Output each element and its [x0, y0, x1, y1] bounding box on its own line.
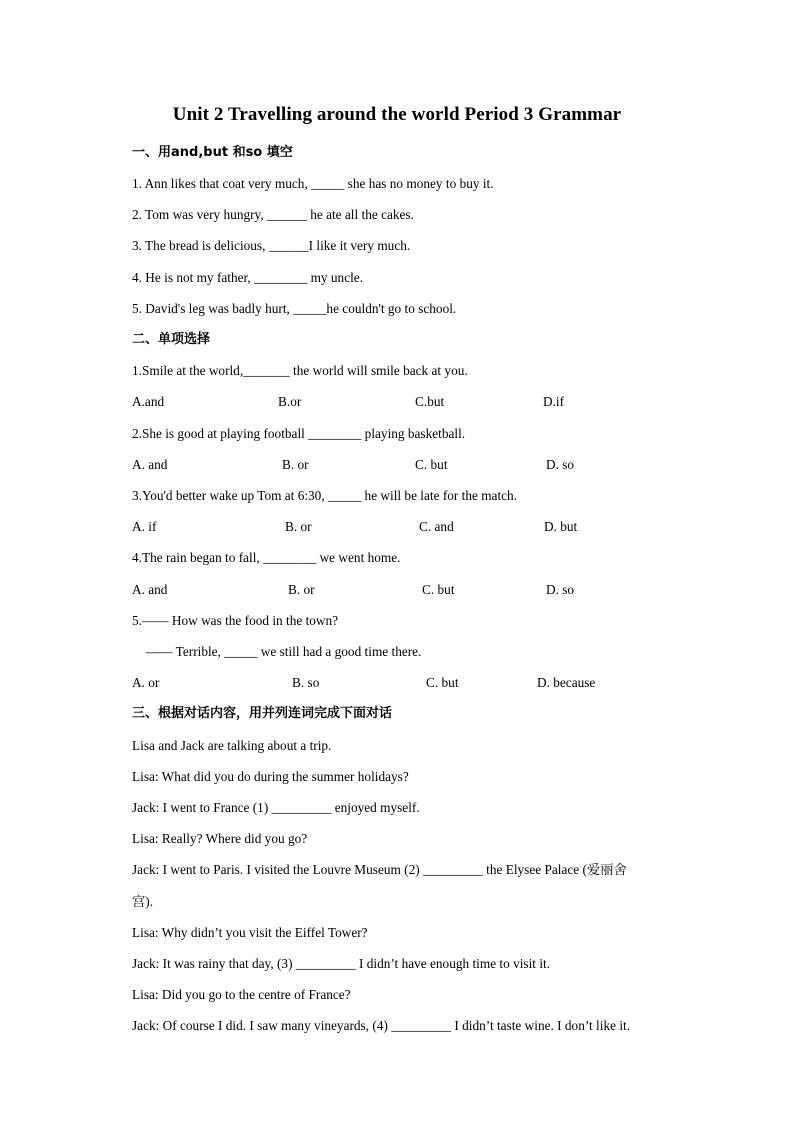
question-5-option-d: D. because	[537, 675, 596, 690]
question-2-option-d: D. so	[546, 457, 575, 472]
section-1-heading: 一、用and,but 和so 填空	[132, 145, 293, 160]
fill-in-item-2: 2. Tom was very hungry, ______ he ate all the cakes.	[132, 207, 414, 222]
dialogue-line-lisa-4: Lisa: Did you go to the centre of France?	[132, 987, 351, 1002]
question-4-option-b: B. or	[288, 582, 315, 597]
question-5-option-a: A. or	[132, 675, 160, 690]
question-1-option-c: C.but	[415, 394, 445, 409]
question-2-option-a: A. and	[132, 457, 168, 472]
dialogue-line-jack-2-cont: 宫).	[132, 894, 154, 909]
question-2-stem: 2.She is good at playing football ________ playing basketball.	[132, 426, 466, 441]
dialogue-line-jack-2: Jack: I went to Paris. I visited the Louvre Museum (2) _________ the Elysee Palace (爱丽舍	[132, 862, 627, 877]
fill-in-item-5: 5. David's leg was badly hurt, _____he couldn't go to school.	[132, 301, 457, 316]
question-4-option-a: A. and	[132, 582, 168, 597]
page-title: Unit 2 Travelling around the world Period 3 Grammar	[172, 104, 622, 125]
dialogue-line-lisa-3: Lisa: Why didn’t you visit the Eiffel Tower?	[132, 925, 368, 940]
dialogue-line-jack-1: Jack: I went to France (1) _________ enjoyed myself.	[132, 800, 420, 815]
dialogue-line-lisa-1: Lisa: What did you do during the summer holidays?	[132, 769, 409, 784]
question-3-option-d: D. but	[544, 519, 578, 534]
dialogue-line-jack-4: Jack: Of course I did. I saw many vineyards, (4) _________ I didn’t taste wine. I don’t like it.	[132, 1018, 631, 1033]
question-3-option-a: A. if	[132, 519, 157, 534]
question-1-stem: 1.Smile at the world,_______ the world will smile back at you.	[132, 363, 468, 378]
question-5-option-c: C. but	[426, 675, 459, 690]
question-2-option-b: B. or	[282, 457, 309, 472]
question-1-option-a: A.and	[132, 394, 165, 409]
dialogue-line-intro: Lisa and Jack are talking about a trip.	[132, 738, 332, 753]
question-1-option-d: D.if	[543, 394, 565, 409]
question-3-option-b: B. or	[285, 519, 312, 534]
dialogue-line-jack-3: Jack: It was rainy that day, (3) _________ I didn’t have enough time to visit it.	[132, 956, 551, 971]
question-1-option-b: B.or	[278, 394, 302, 409]
question-5-stem: 5.—— How was the food in the town?	[132, 613, 339, 628]
question-5-option-b: B. so	[292, 675, 320, 690]
fill-in-item-3: 3. The bread is delicious, ______I like it very much.	[132, 238, 411, 253]
question-5-stem-reply: —— Terrible, _____ we still had a good time there.	[146, 644, 422, 659]
fill-in-item-4: 4. He is not my father, ________ my uncle.	[132, 270, 364, 285]
question-3-stem: 3.You'd better wake up Tom at 6:30, _____ he will be late for the match.	[132, 488, 518, 503]
question-3-option-c: C. and	[419, 519, 454, 534]
dialogue-line-lisa-2: Lisa: Really? Where did you go?	[132, 831, 308, 846]
section-2-heading: 二、单项选择	[132, 332, 211, 347]
question-2-option-c: C. but	[415, 457, 448, 472]
question-4-option-d: D. so	[546, 582, 575, 597]
section-3-heading: 三、根据对话内容，用并列连词完成下面对话	[132, 706, 393, 721]
question-4-stem: 4.The rain began to fall, ________ we went home.	[132, 550, 401, 565]
fill-in-item-1: 1. Ann likes that coat very much, _____ she has no money to buy it.	[132, 176, 494, 191]
question-4-option-c: C. but	[422, 582, 455, 597]
